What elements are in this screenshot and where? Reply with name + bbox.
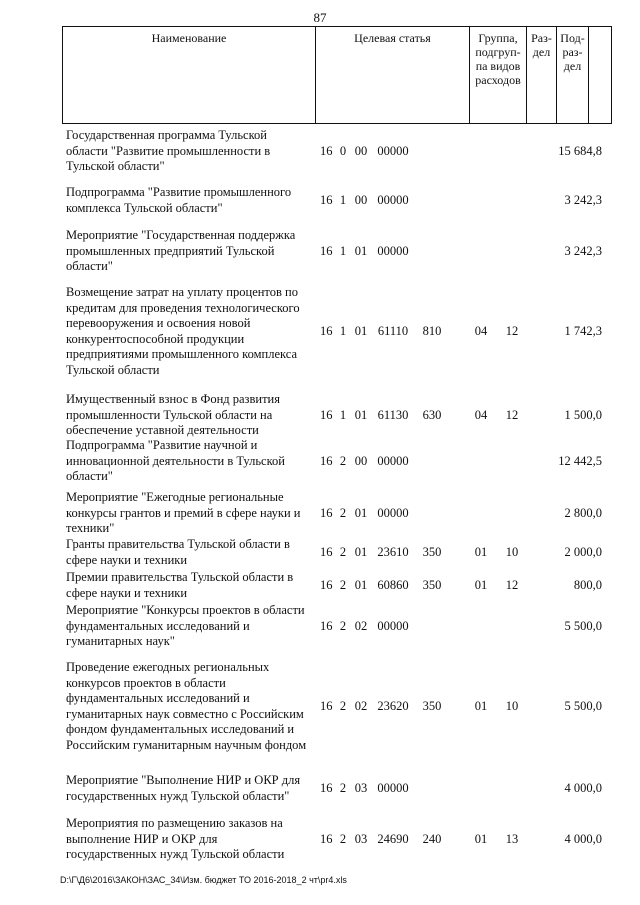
row-name: Государственная программа Тульской области "Развитие промышленности в Тульской области" [66, 128, 271, 173]
code-direction: 61130 [377, 407, 409, 422]
code-subprogram: 2 [339, 453, 347, 468]
table-header [62, 26, 612, 124]
code-direction: 61110 [377, 324, 409, 338]
amount-2016: 15 684,8 [558, 143, 602, 158]
row-name: Подпрограмма "Развитие промышленного комплекса Тульской области" [66, 185, 292, 215]
subsection: 12 [505, 578, 519, 592]
code-measure: 01 [354, 545, 368, 559]
code-subprogram: 2 [339, 781, 347, 795]
table-row [0, 438, 640, 485]
amount-2016: 5 500,0 [564, 699, 602, 713]
header-section: Раз- дел [526, 27, 556, 123]
code-direction: 23610 [377, 545, 409, 559]
section: 01 [474, 831, 488, 846]
expense-group: 350 [422, 545, 442, 559]
code-program: 16 [320, 618, 333, 633]
code-measure: 01 [354, 578, 368, 592]
table-row [0, 660, 640, 753]
row-name: Мероприятие "Ежегодные региональные конкурсы грантов и премий в сфере науки и техники" [66, 490, 301, 535]
file-path-footer: D:\Г\Д6\2016\ЗАКОН\ЗАС_34\Изм. бюджет ТО 2016-2018_2 чт\pr4.xls [60, 875, 347, 885]
table-row [0, 537, 640, 568]
code-measure: 00 [354, 193, 368, 207]
code-direction: 00000 [377, 618, 409, 633]
code-direction: 23620 [377, 699, 409, 713]
code-program: 16 [320, 453, 333, 468]
code-measure: 02 [354, 699, 368, 713]
code-program: 16 [320, 193, 333, 207]
code-program: 16 [320, 505, 333, 520]
code-program: 16 [320, 831, 333, 846]
code-direction: 00000 [377, 193, 409, 207]
code-measure: 03 [354, 831, 368, 846]
row-name: Мероприятие "Конкурсы проектов в области фундаментальных исследований и гуманитарных наук" [66, 603, 305, 648]
code-measure: 01 [354, 505, 368, 520]
code-direction: 00000 [377, 505, 409, 520]
code-program: 16 [320, 324, 333, 338]
row-name: Подпрограмма "Развитие научной и инновационной деятельности в Тульской области" [66, 438, 285, 483]
code-subprogram: 0 [339, 143, 347, 158]
code-subprogram: 1 [339, 324, 347, 338]
amount-2016: 3 242,3 [564, 193, 602, 207]
header-expense-group: Группа, подгруп- па видов расходов [469, 27, 526, 123]
subsection: 12 [505, 407, 519, 422]
code-direction: 00000 [377, 143, 409, 158]
table-row [0, 570, 640, 601]
code-direction: 00000 [377, 781, 409, 795]
subsection: 10 [505, 699, 519, 713]
code-program: 16 [320, 143, 333, 158]
code-measure: 01 [354, 407, 368, 422]
section: 04 [474, 407, 488, 422]
row-name: Проведение ежегодных региональных конкурсов проектов в области фундаментальных исследований и гуманитарных наук совместно с Российским фондом фундаментальных исследований и Российским гуманитарным научным фондом [66, 660, 307, 752]
code-program: 16 [320, 243, 333, 258]
expense-group: 350 [422, 699, 442, 713]
code-program: 16 [320, 578, 333, 592]
header-subsection: Под- раз- дел [556, 27, 588, 123]
row-name: Мероприятие "Государственная поддержка промышленных предприятий Тульской области" [66, 228, 296, 273]
header-target-article: Целевая статья [315, 27, 469, 123]
amount-2016: 2 000,0 [564, 545, 602, 559]
header-name: Наименование [151, 31, 227, 45]
table-row [0, 228, 640, 275]
code-measure: 02 [354, 618, 368, 633]
row-name: Возмещение затрат на уплату процентов по кредитам для проведения технологического перевооружения и освоения новой конкурентоспособной продукции предприятиями промышленного комплекса Тульской области [66, 285, 300, 377]
header-year [588, 27, 613, 123]
table-row [0, 816, 640, 863]
section: 01 [474, 545, 488, 559]
amount-2016: 2 800,0 [564, 505, 602, 520]
expense-group: 810 [422, 324, 442, 338]
code-subprogram: 2 [339, 831, 347, 846]
expense-group: 350 [422, 578, 442, 592]
code-program: 16 [320, 407, 333, 422]
expense-group: 630 [422, 407, 442, 422]
amount-2016: 1 500,0 [564, 407, 602, 422]
row-name: Мероприятие "Выполнение НИР и ОКР для государственных нужд Тульской области" [66, 773, 301, 803]
row-name: Премии правительства Тульской области в сфере науки и техники [66, 570, 294, 600]
row-name: Мероприятия по размещению заказов на выполнение НИР и ОКР для государственных нужд Тульской области [66, 816, 285, 861]
section: 01 [474, 578, 488, 592]
code-subprogram: 2 [339, 578, 347, 592]
amount-2016: 12 442,5 [558, 453, 602, 468]
table-row [0, 773, 640, 804]
code-direction: 00000 [377, 453, 409, 468]
code-subprogram: 2 [339, 545, 347, 559]
code-measure: 01 [354, 324, 368, 338]
code-subprogram: 2 [339, 505, 347, 520]
code-direction: 60860 [377, 578, 409, 592]
table-row [0, 185, 640, 216]
section: 01 [474, 699, 488, 713]
table-row [0, 490, 640, 537]
table-row [0, 603, 640, 650]
code-measure: 00 [354, 453, 368, 468]
subsection: 12 [505, 324, 519, 338]
table-row [0, 285, 640, 378]
subsection: 13 [505, 831, 519, 846]
code-measure: 01 [354, 243, 368, 258]
page-number: 87 [313, 10, 327, 25]
code-program: 16 [320, 545, 333, 559]
code-measure: 03 [354, 781, 368, 795]
table-row [0, 392, 640, 439]
code-subprogram: 2 [339, 699, 347, 713]
amount-2016: 800,0 [573, 578, 602, 592]
code-subprogram: 1 [339, 243, 347, 258]
row-name: Гранты правительства Тульской области в сфере науки и техники [66, 537, 290, 567]
section: 04 [474, 324, 488, 338]
code-subprogram: 1 [339, 407, 347, 422]
amount-2016: 4 000,0 [564, 781, 602, 795]
code-program: 16 [320, 781, 333, 795]
table-row [0, 128, 640, 175]
amount-2016: 4 000,0 [564, 831, 602, 846]
amount-2016: 1 742,3 [564, 324, 602, 338]
amount-2016: 5 500,0 [564, 618, 602, 633]
code-program: 16 [320, 699, 333, 713]
code-direction: 00000 [377, 243, 409, 258]
subsection: 10 [505, 545, 519, 559]
code-subprogram: 2 [339, 618, 347, 633]
code-direction: 24690 [377, 831, 409, 846]
row-name: Имущественный взнос в Фонд развития промышленности Тульской области на обеспечение уставной деятельности [66, 392, 280, 437]
amount-2016: 3 242,3 [564, 243, 602, 258]
code-subprogram: 1 [339, 193, 347, 207]
code-measure: 00 [354, 143, 368, 158]
expense-group: 240 [422, 831, 442, 846]
